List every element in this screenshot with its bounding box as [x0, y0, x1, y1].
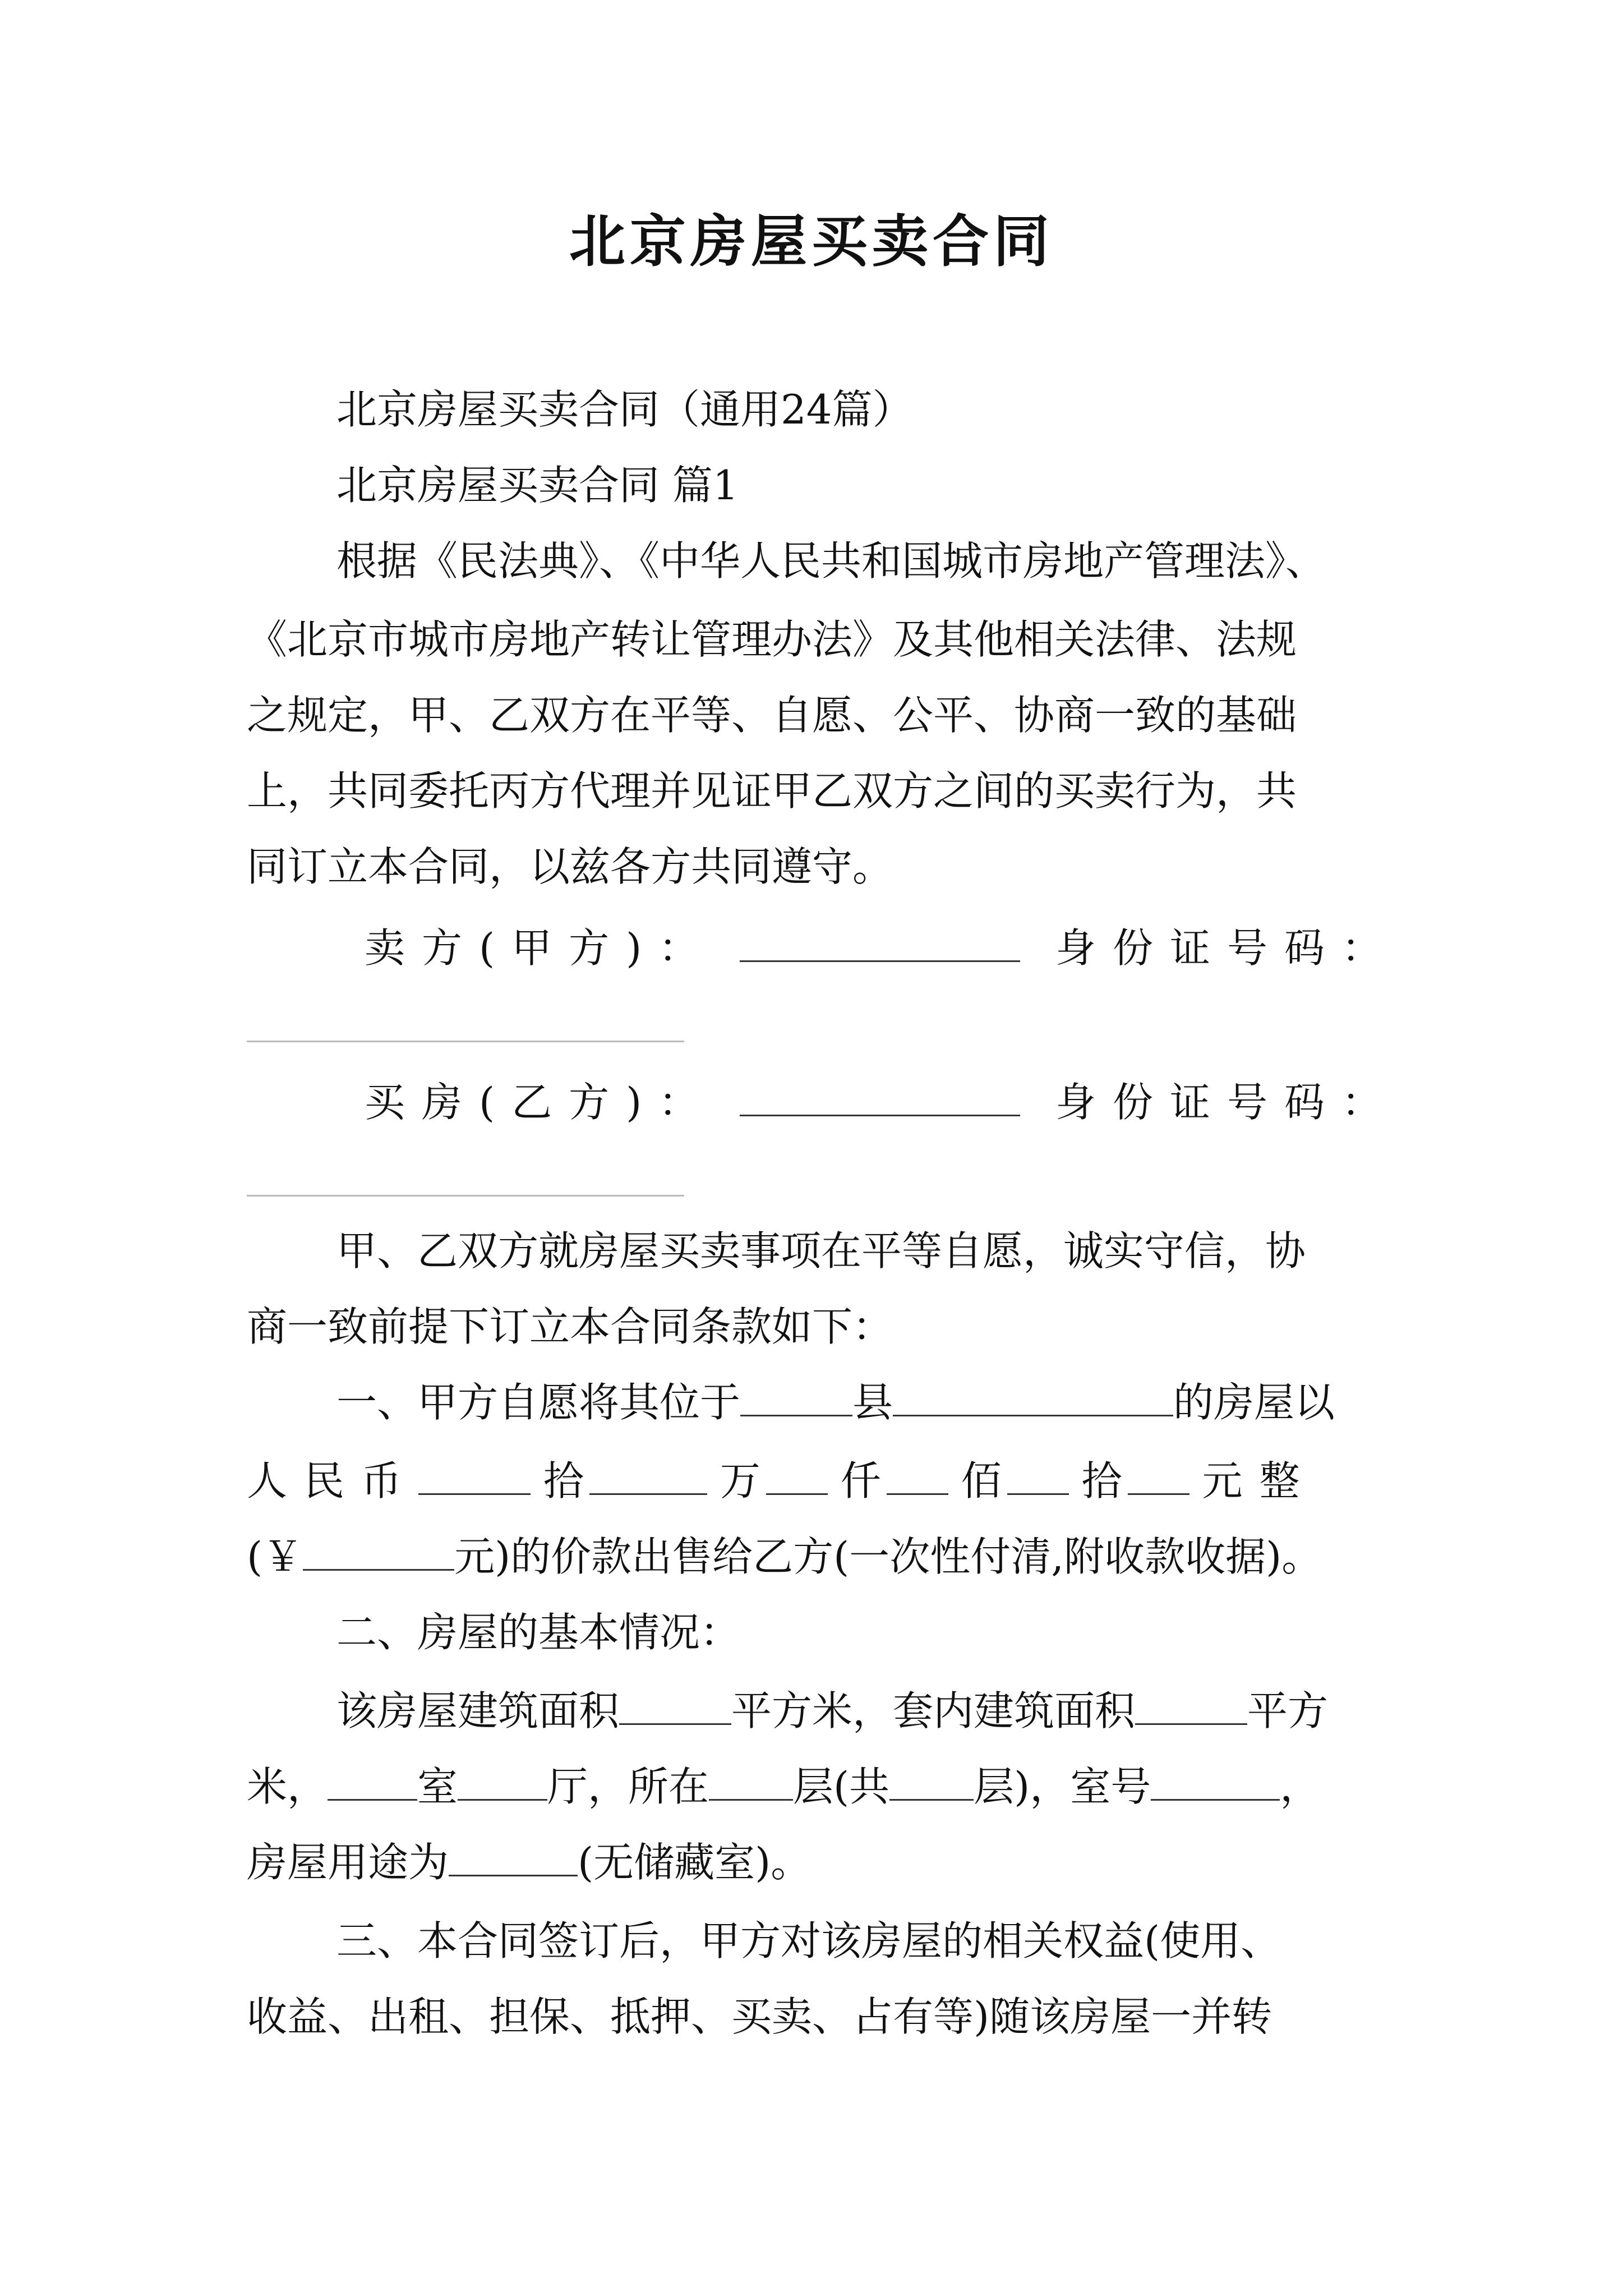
clause1-line2: [247, 1453, 1413, 1509]
preamble-line: 商一致前提下订立本合同条款如下：: [247, 1303, 893, 1350]
address-blank[interactable]: [893, 1375, 1173, 1416]
intro-line: 根据《民法典》、《中华人民共和国城市房地产管理法》、: [336, 537, 1326, 585]
buyer-name-blank[interactable]: [740, 1075, 1020, 1116]
intro-line: 《北京市城市房地产转让管理办法》及其他相关法律、法规: [247, 616, 1297, 663]
document-subtitle: 北京房屋买卖合同（通用24篇）: [336, 386, 913, 433]
clause1-text: 一、甲方自愿将其位于: [336, 1379, 741, 1426]
clause2-text: 房屋用途为: [247, 1839, 449, 1886]
amount-figure-blank[interactable]: [303, 1530, 454, 1571]
building-area-blank[interactable]: [619, 1684, 731, 1725]
clause1-text: 的房屋以: [1173, 1379, 1335, 1426]
buyer-row: [365, 1074, 1413, 1130]
amount-blank[interactable]: [887, 1454, 948, 1495]
amount-unit: 万: [720, 1457, 760, 1504]
currency-label: 人民币: [247, 1457, 419, 1504]
halls-blank[interactable]: [458, 1760, 547, 1801]
usage-blank[interactable]: [449, 1835, 578, 1876]
buyer-id-label: 身份证号码：: [1055, 1079, 1399, 1126]
intro-line: 同订立本合同，以兹各方共同遵守。: [247, 843, 893, 890]
clause2-line1: [336, 1683, 1413, 1739]
clause2-text: 层(共: [793, 1763, 890, 1810]
amount-unit: 仟: [840, 1457, 881, 1504]
seller-label: 卖方(甲方)：: [365, 924, 716, 972]
clause1-text: (￥: [247, 1533, 303, 1580]
preamble-line: 甲、乙双方就房屋买卖事项在平等自愿，诚实守信，协: [336, 1227, 1306, 1274]
clause1-line3: [247, 1529, 1413, 1585]
room-number-blank[interactable]: [1151, 1760, 1280, 1801]
clause2-text: 平方: [1247, 1687, 1329, 1734]
amount-unit: 佰: [961, 1457, 1002, 1504]
clause2-line3: [247, 1834, 1413, 1890]
intro-line: 之规定，甲、乙双方在平等、自愿、公平、协商一致的基础: [247, 692, 1297, 739]
seller-row: [365, 920, 1413, 976]
clause2-text: 层)，室号: [974, 1763, 1151, 1810]
county-blank[interactable]: [740, 1375, 852, 1416]
clause2-text: 平方米，套内建筑面积: [731, 1687, 1136, 1734]
clause1-text: 县: [852, 1379, 893, 1426]
intro-line: 上，共同委托丙方代理并见证甲乙双方之间的买卖行为，共: [247, 767, 1297, 815]
clause2-text: 米，: [247, 1763, 328, 1810]
clause2-text: 室: [417, 1763, 458, 1810]
clause2-line2: [247, 1759, 1413, 1815]
clause2-heading: 二、房屋的基本情况：: [336, 1609, 741, 1656]
amount-blank[interactable]: [418, 1454, 531, 1495]
amount-blank[interactable]: [1128, 1454, 1189, 1495]
document-title: 北京房屋买卖合同: [569, 208, 1054, 274]
clause3-line: 收益、出租、担保、抵押、买卖、占有等)随该房屋一并转: [247, 1993, 1272, 2040]
section-heading: 北京房屋买卖合同 篇1: [336, 462, 739, 509]
amount-blank[interactable]: [766, 1454, 828, 1495]
amount-unit: 拾: [1081, 1457, 1122, 1504]
amount-unit: 元整: [1202, 1457, 1317, 1504]
seller-id-blank[interactable]: [247, 1041, 684, 1042]
amount-blank[interactable]: [589, 1454, 707, 1495]
rooms-blank[interactable]: [328, 1760, 417, 1801]
clause1-text: 元)的价款出售给乙方(一次性付清,附收款收据)。: [454, 1533, 1322, 1580]
clause2-text: ，: [1280, 1763, 1321, 1810]
seller-id-label: 身份证号码：: [1055, 924, 1399, 972]
clause2-text: (无储藏室)。: [578, 1839, 811, 1886]
amount-unit: 拾: [543, 1457, 584, 1504]
clause1-line1: [336, 1374, 1413, 1430]
amount-blank[interactable]: [1007, 1454, 1069, 1495]
buyer-id-blank[interactable]: [247, 1195, 684, 1197]
total-floors-blank[interactable]: [889, 1760, 974, 1801]
buyer-label: 买房(乙方)：: [365, 1079, 716, 1126]
clause3-line: 三、本合同签订后，甲方对该房屋的相关权益(使用、: [336, 1917, 1281, 1964]
clause2-text: 该房屋建筑面积: [336, 1687, 620, 1734]
clause2-text: 厅，所在: [547, 1763, 709, 1810]
inner-area-blank[interactable]: [1135, 1684, 1247, 1725]
floor-blank[interactable]: [709, 1760, 793, 1801]
seller-name-blank[interactable]: [740, 921, 1020, 962]
